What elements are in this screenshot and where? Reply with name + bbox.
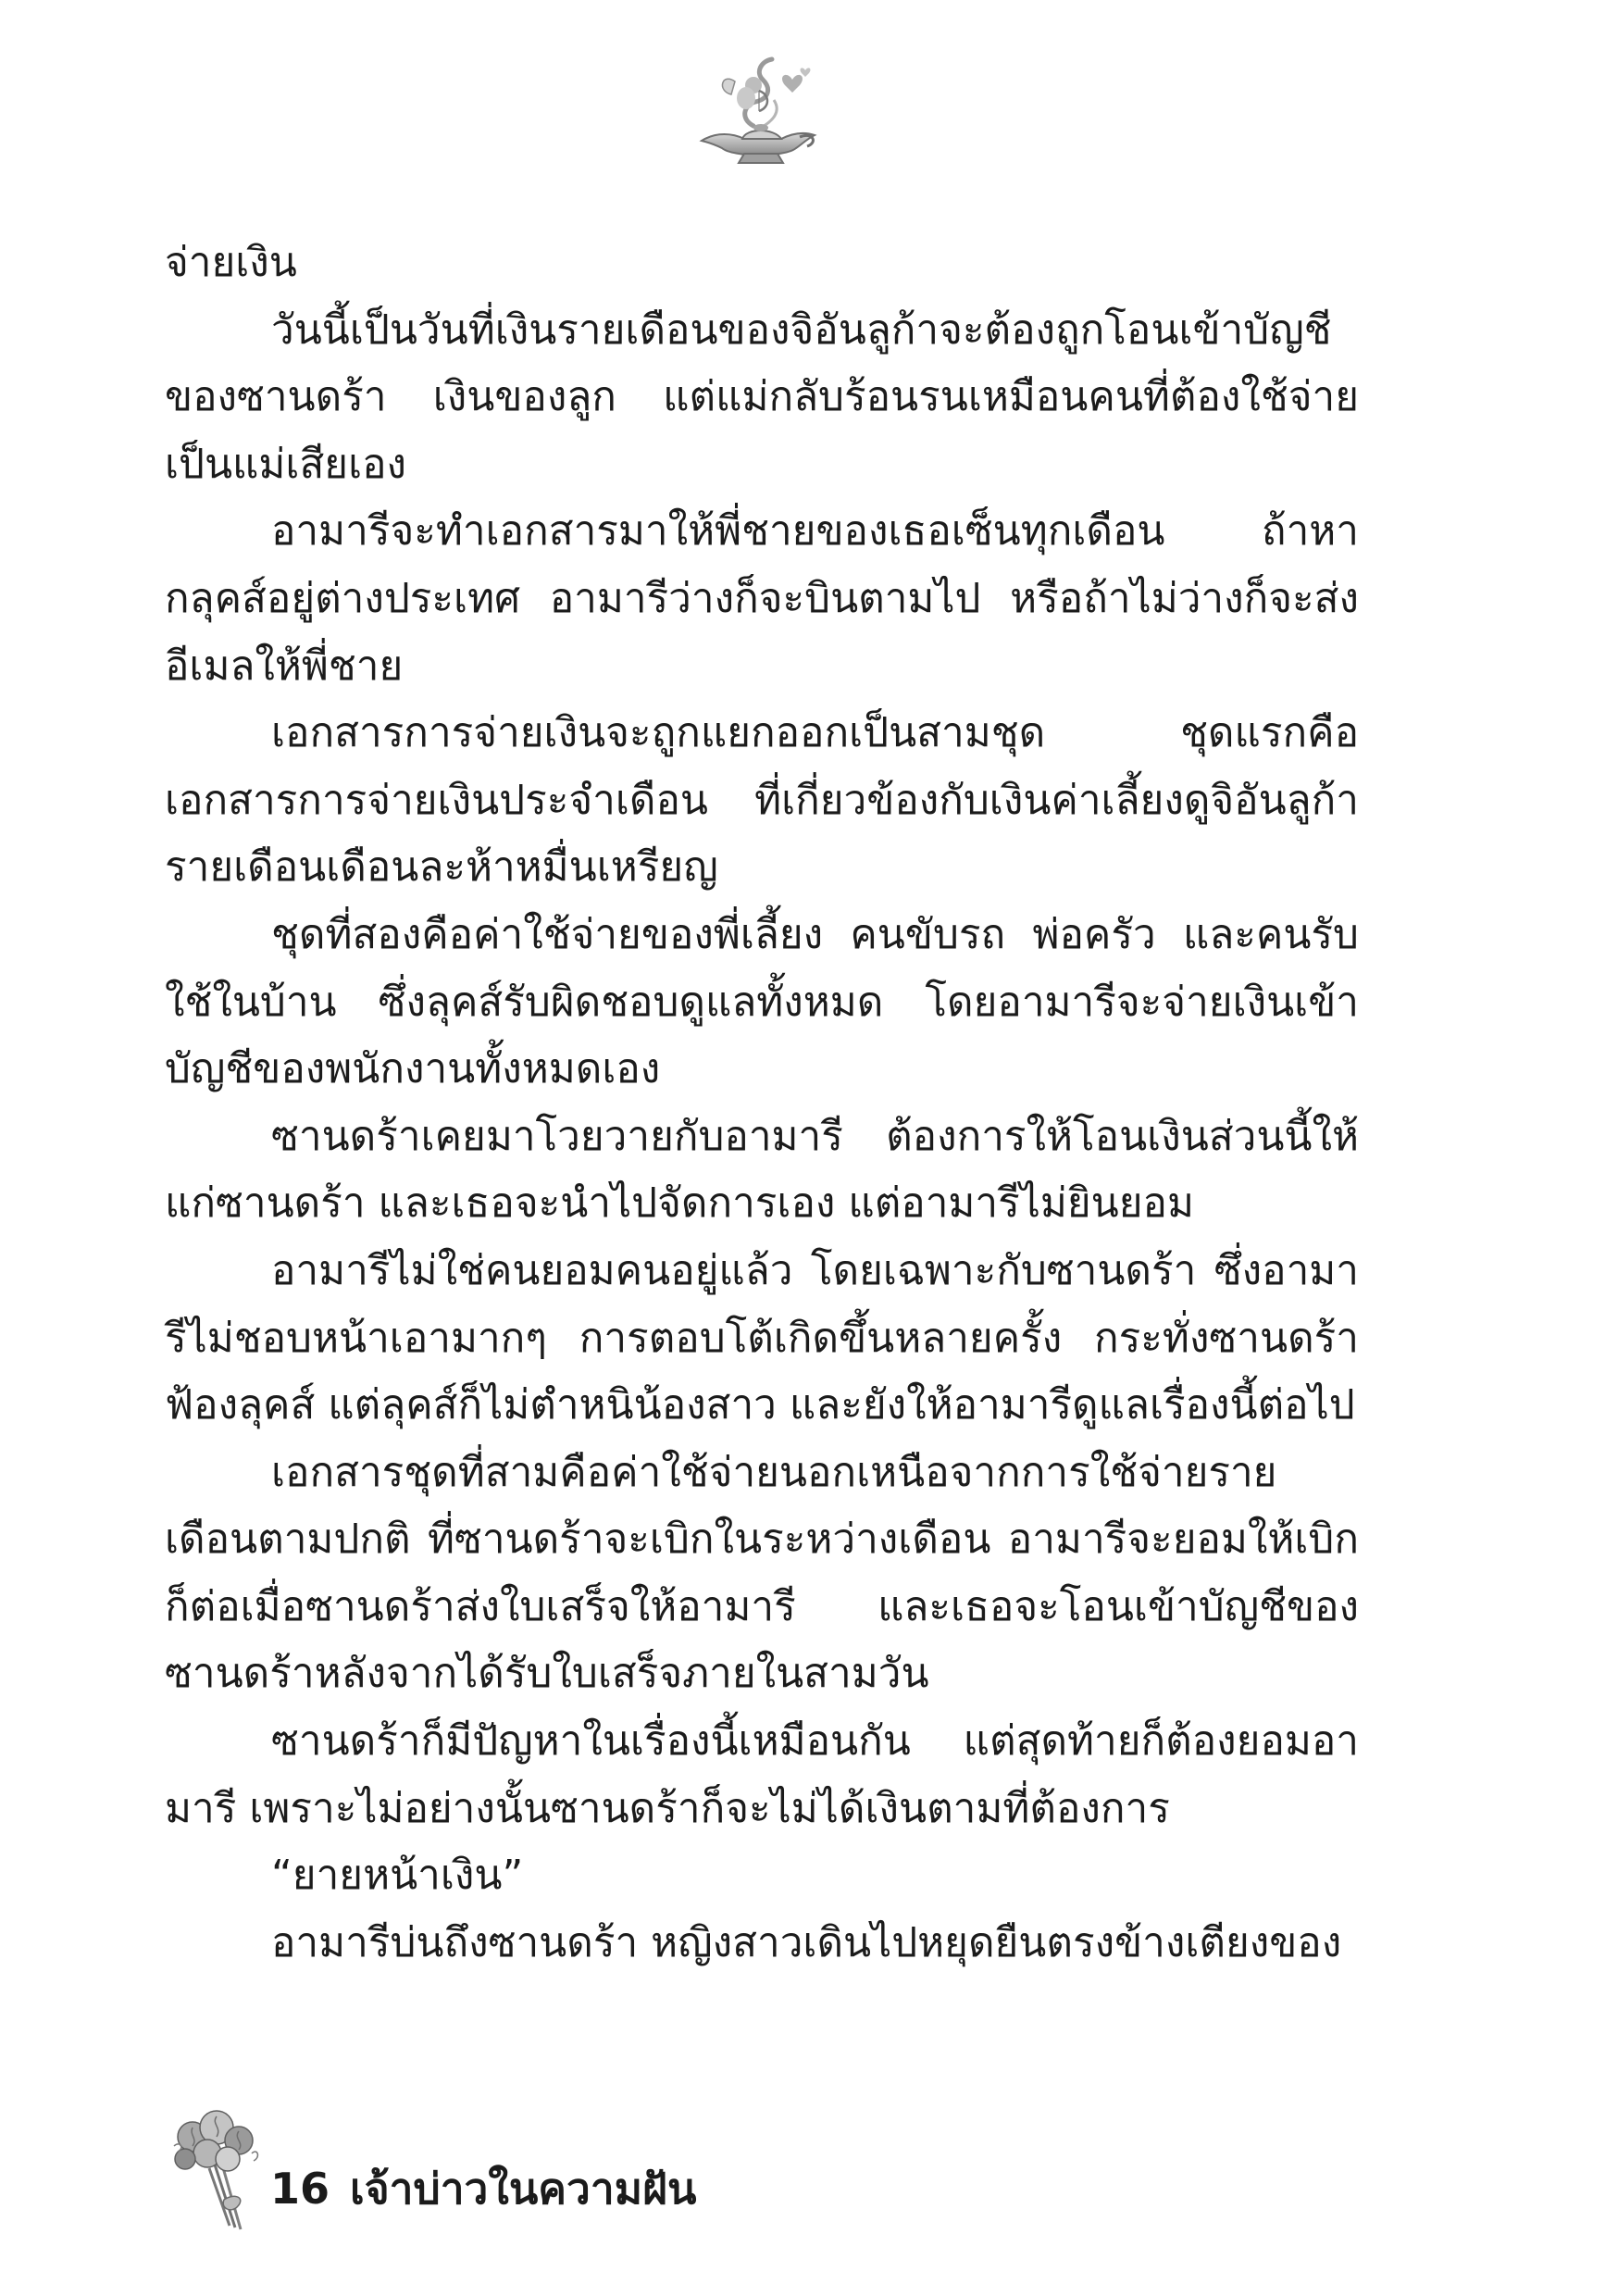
paragraph: “ยายหน้าเงิน” [271, 1852, 524, 1900]
paragraph: อามารีไม่ใช่คนยอมคนอยู่แล้ว โดยเฉพาะกับซานดร้า ซึ่งอามารีไม่ชอบหน้าเอามากๆ การตอบโต้เกิดขึ้นหลายครั้ง กระทั่งซานดร้าฟ้องลุคส์ แต่ลุคส์ก็ไม่ตำหนิน้องสาว และยังให้อามารีดูแลเรื่องนี้ต่อไป [165, 1246, 1359, 1429]
flower-bouquet-icon [167, 2100, 268, 2239]
page-footer [167, 2100, 907, 2239]
paragraph: ชุดที่สองคือค่าใช้จ่ายของพี่เลี้ยง คนขับรถ พ่อครัว และคนรับใช้ในบ้าน ซึ่งลุคส์รับผิดชอบดูแลทั้งหมด โดยอามารีจะจ่ายเงินเข้าบัญชีของพนักงานทั้งหมดเอง [165, 910, 1359, 1093]
genie-lamp-with-cupid-icon [689, 54, 828, 174]
paragraph: จ่ายเงิน [165, 239, 297, 286]
paragraph: เอกสารการจ่ายเงินจะถูกแยกออกเป็นสามชุด ชุดแรกคือเอกสารการจ่ายเงินประจำเดือน ที่เกี่ยวข้องกับเงินค่าเลี้ยงดูจิอันลูก้ารายเดือนเดือนละห้าหมื่นเหรียญ [165, 709, 1359, 892]
page-number: 16 [270, 2164, 330, 2214]
body-text [165, 230, 1359, 1977]
paragraph: วันนี้เป็นวันที่เงินรายเดือนของจิอันลูก้าจะต้องถูกโอนเข้าบัญชีของซานดร้า เงินของลูก แต่แม่กลับร้อนรนเหมือนคนที่ต้องใช้จ่ายเป็นแม่เสียเอง [165, 306, 1359, 488]
book-title: เจ้าบ่าวในความฝัน [350, 2164, 697, 2214]
paragraph: อามารีจะทำเอกสารมาให้พี่ชายของเธอเซ็นทุกเดือน ถ้าหากลุคส์อยู่ต่างประเทศ อามารีว่างก็จะบินตามไป หรือถ้าไม่ว่างก็จะส่งอีเมลให้พี่ชาย [165, 507, 1359, 690]
paragraph: ซานดร้าเคยมาโวยวายกับอามารี ต้องการให้โอนเงินส่วนนี้ให้แก่ซานดร้า และเธอจะนำไปจัดการเอง แต่อามารีไม่ยินยอม [165, 1112, 1359, 1228]
paragraph: ซานดร้าก็มีปัญหาในเรื่องนี้เหมือนกัน แต่สุดท้ายก็ต้องยอมอามารี เพราะไม่อย่างนั้นซานดร้าก็จะไม่ได้เงินตามที่ต้องการ [165, 1717, 1359, 1832]
paragraph: เอกสารชุดที่สามคือค่าใช้จ่ายนอกเหนือจากการใช้จ่ายรายเดือนตามปกติ ที่ซานดร้าจะเบิกในระหว่างเดือน อามารีจะยอมให้เบิกก็ต่อเมื่อซานดร้าส่งใบเสร็จให้อามารี และเธอจะโอนเข้าบัญชีของซานดร้าหลังจากได้รับใบเสร็จภายในสามวัน [165, 1448, 1359, 1698]
paragraph: อามารีบ่นถึงซานดร้า หญิงสาวเดินไปหยุดยืนตรงข้างเตียงของ [271, 1918, 1342, 1966]
